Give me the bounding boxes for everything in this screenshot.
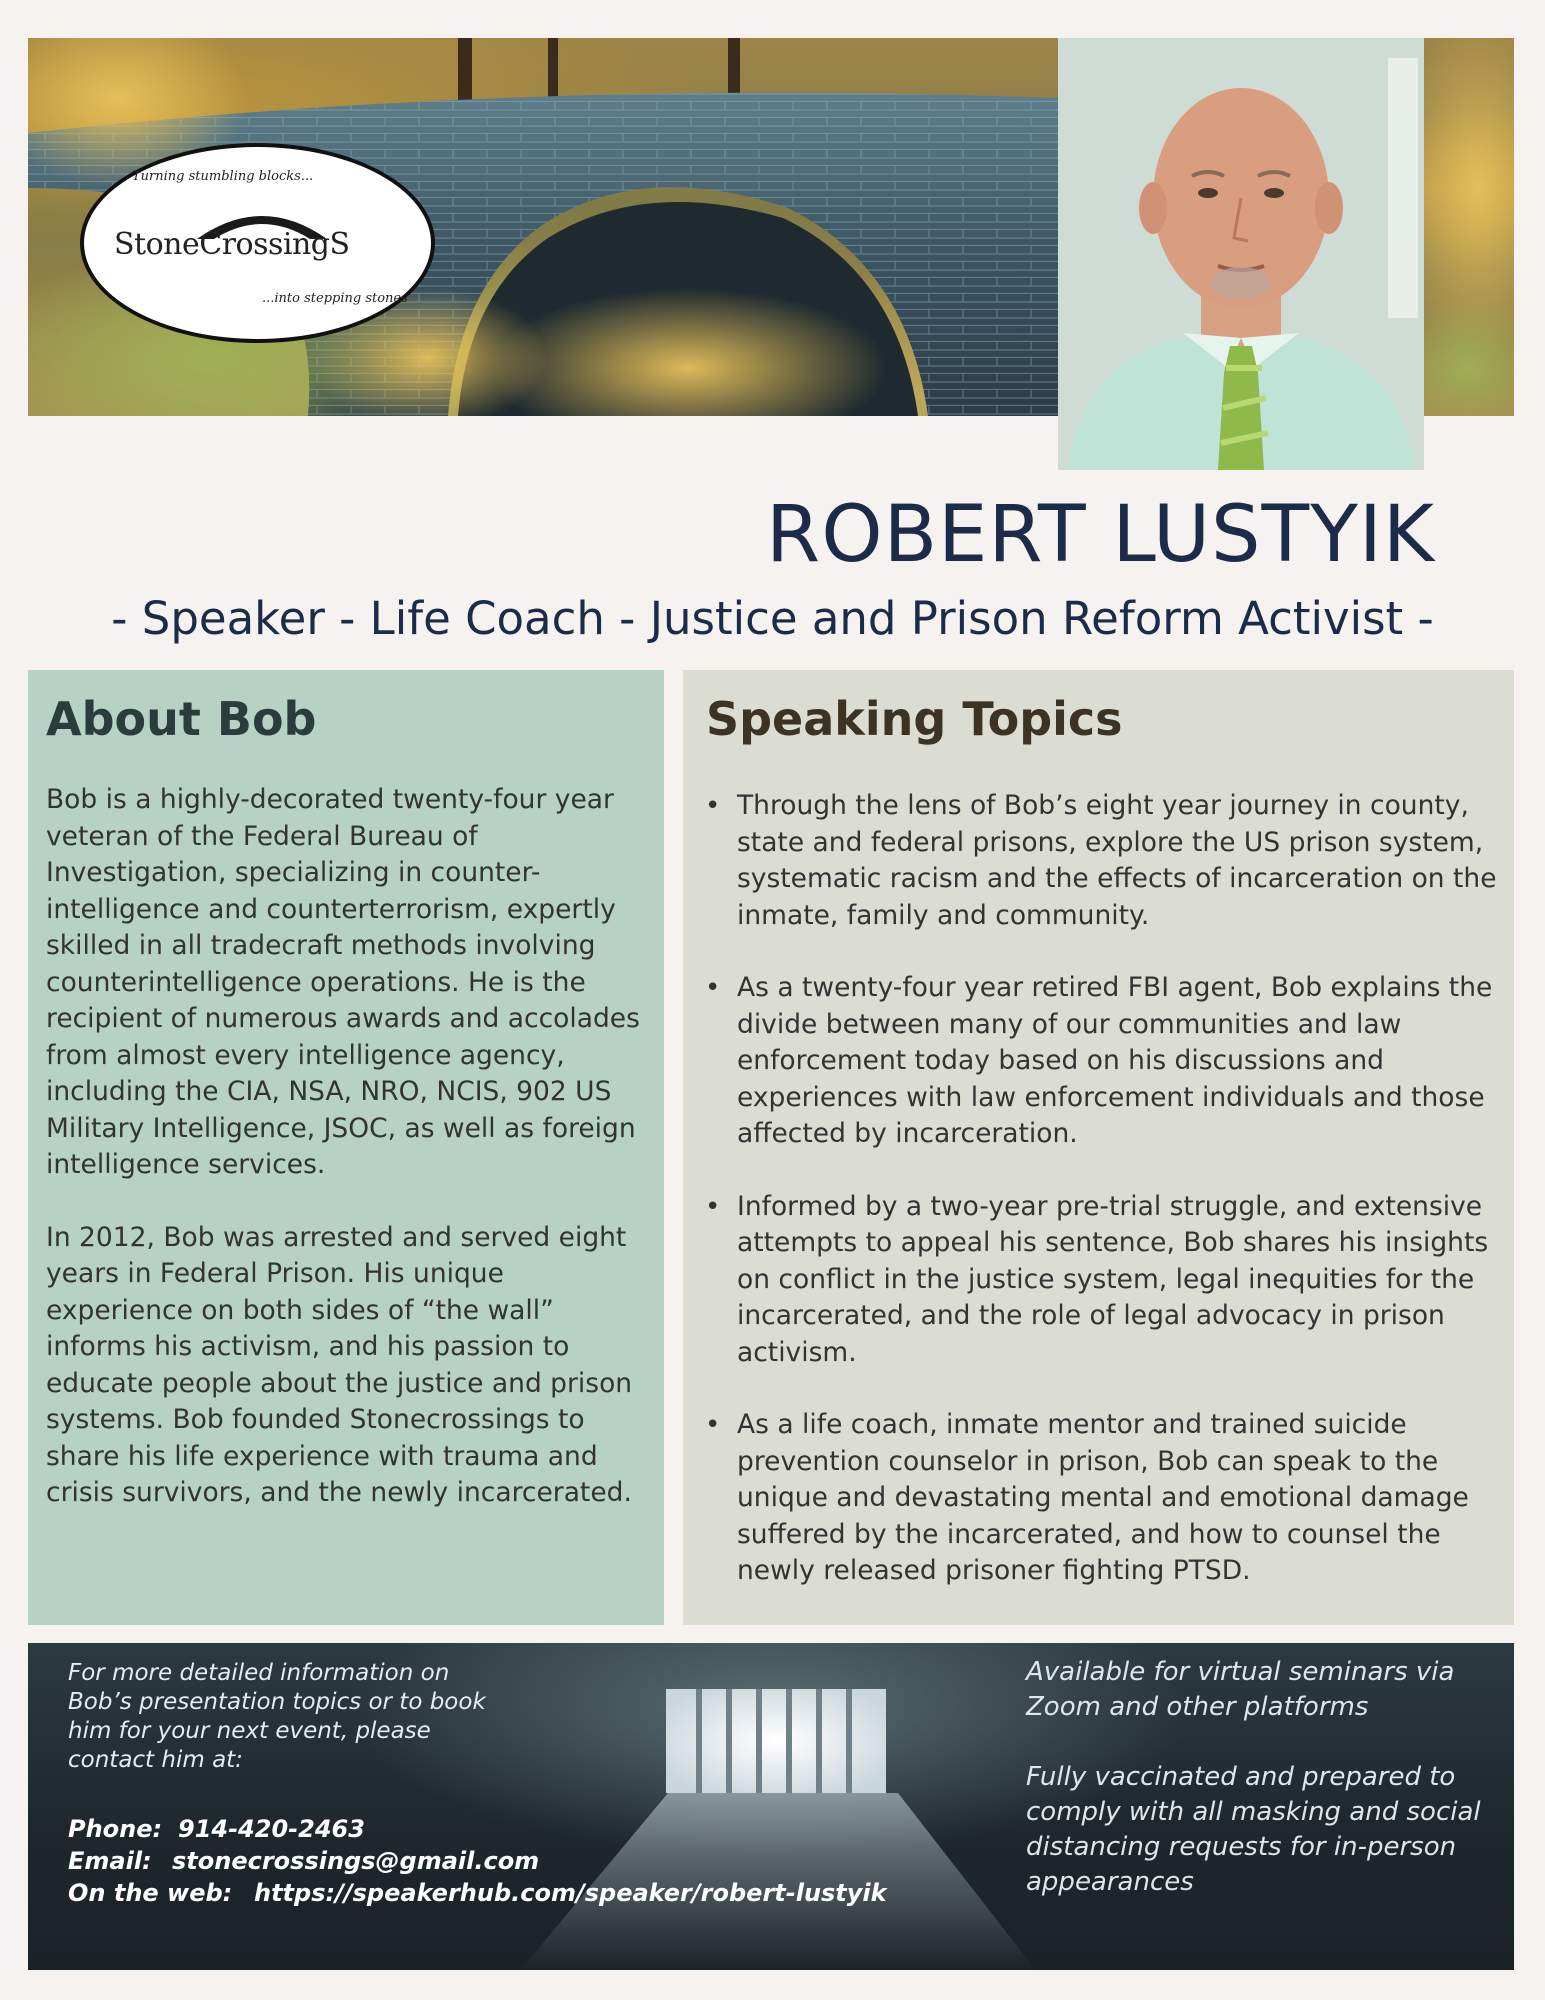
topic-text: Informed by a two-year pre-trial struggle, and extensive attempts to appeal his sentence, Bob shares his insights on conflict in the justice system, legal inequities for the incarcerated, and the role of legal advocacy in prison activism.	[737, 1190, 1489, 1368]
bullet-icon: •	[705, 1191, 721, 1222]
portrait-image	[1058, 38, 1424, 470]
about-paragraph-1: Bob is a highly-decorated twenty-four year veteran of the Federal Bureau of Investigation, specializing in counter-intelligence and counterterrorism, expertly skilled in all tradecraft methods involving counterintelligence operations. He is the recipient of numerous awards and accolades from almost every intelligence agency, including the CIA, NSA, NRO, NCIS, 902 US Military Intelligence, JSOC, as well as foreign intelligence services.	[46, 784, 640, 1180]
topic-text: As a life coach, inmate mentor and trained suicide prevention counselor in prison, Bob can speak to the unique and devastating mental and emotional damage suffered by the incarcerated, and how to counsel the newly released prisoner fighting PTSD.	[737, 1409, 1469, 1586]
email-address[interactable]: stonecrossings@gmail.com	[172, 1847, 540, 1875]
about-text	[46, 782, 656, 1512]
contact-phone-row	[68, 1813, 887, 1845]
about-heading: About Bob	[46, 692, 317, 746]
phone-label: Phone:	[68, 1815, 163, 1843]
about-panel	[28, 670, 664, 1625]
logo-tagline-bottom: ...into stepping stones	[262, 291, 408, 306]
contact-email-row	[68, 1845, 887, 1877]
speaker-name: ROBERT LUSTYIK	[766, 490, 1435, 580]
topic-item	[705, 1407, 1505, 1590]
availability-text: Available for virtual seminars via Zoom and other platforms	[1026, 1657, 1455, 1722]
web-label: On the web:	[68, 1879, 233, 1907]
speaker-subtitle: - Speaker - Life Coach - Justice and Prison Reform Activist -	[111, 592, 1434, 645]
email-label: Email:	[68, 1847, 152, 1875]
footer-intro: For more detailed information on Bob’s presentation topics or to book him for your next event, please contact him at:	[68, 1660, 486, 1773]
availability-notes	[1026, 1655, 1496, 1900]
phone-number[interactable]: 914-420-2463	[178, 1815, 365, 1843]
logo-tagline-top: Turning stumbling blocks...	[132, 169, 314, 184]
topic-text: Through the lens of Bob’s eight year journey in county, state and federal prisons, explore the US prison system, systematic racism and the effects of incarceration on the inmate, family and community.	[737, 790, 1497, 931]
vaccination-text: Fully vaccinated and prepared to comply with all masking and social distancing requests for in-person appearances	[1026, 1762, 1481, 1897]
topic-item	[705, 1189, 1505, 1372]
contact-footer	[28, 1643, 1514, 1970]
topic-text: As a twenty-four year retired FBI agent, Bob explains the divide between many of our communities and law enforcement today based on his discussions and experiences with law enforcement individuals and those affected by incarceration.	[737, 972, 1493, 1149]
topic-item	[705, 788, 1505, 934]
logo-name: StoneCrossingS	[114, 227, 350, 262]
contact-details	[68, 1813, 887, 1909]
topics-list	[705, 788, 1505, 1626]
bullet-icon: •	[705, 791, 721, 821]
speaker-portrait	[1058, 38, 1424, 470]
speaking-topics-panel	[683, 670, 1514, 1625]
topic-item	[705, 970, 1505, 1153]
bullet-icon: •	[705, 973, 721, 1003]
stonecrossings-logo	[80, 143, 435, 343]
bullet-icon: •	[705, 1410, 721, 1440]
topics-heading: Speaking Topics	[706, 692, 1123, 746]
prison-window-image	[656, 1681, 896, 1801]
contact-web-row	[68, 1877, 887, 1909]
web-link[interactable]: https://speakerhub.com/speaker/robert-lustyik	[254, 1879, 887, 1907]
about-paragraph-2: In 2012, Bob was arrested and served eight years in Federal Prison. His unique experience on both sides of “the wall” informs his activism, and his passion to educate people about the justice and prison systems. Bob founded Stonecrossings to share his life experience with trauma and crisis survivors, and the newly incarcerated.	[46, 1221, 633, 1508]
